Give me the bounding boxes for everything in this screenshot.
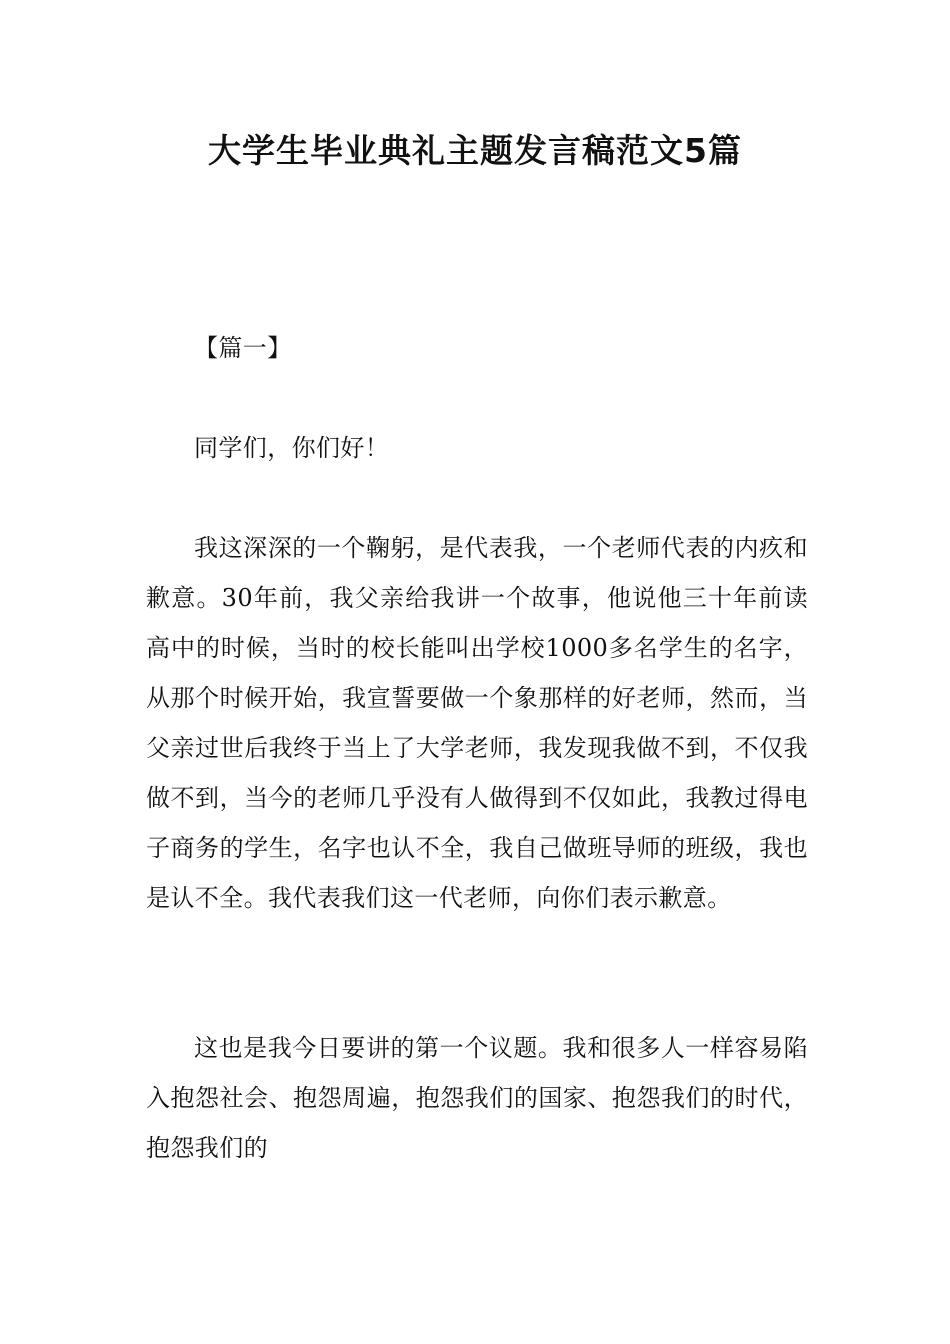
section-heading: 【篇一】 [194,334,292,362]
document-title: 大学生毕业典礼主题发言稿范文5篇 [208,131,742,170]
greeting-line: 同学们，你们好！ [194,434,390,462]
body-paragraph: 我这深深的一个鞠躬，是代表我，一个老师代表的内疚和歉意。30年前，我父亲给我讲一个故事，他说他三十年前读高中的时候，当时的校长能叫出学校1000多名学生的名字，从那个时候开始，我宣誓要做一个象那样的好老师，然而，当父亲过世后我终于当上了大学老师，我发现我做不到，不仅我做不到，当今的老师几乎没有人做得到不仅如此，我教过得电子商务的学生，名字也认不全，我自己做班导师的班级，我也是认不全。我代表我们这一代老师，向你们表示歉意。 [146,534,808,912]
body-paragraph: 这也是我今日要讲的第一个议题。我和很多人一样容易陷入抱怨社会、抱怨周遍，抱怨我们的国家、抱怨我们的时代，抱怨我们的 [146,1034,808,1162]
